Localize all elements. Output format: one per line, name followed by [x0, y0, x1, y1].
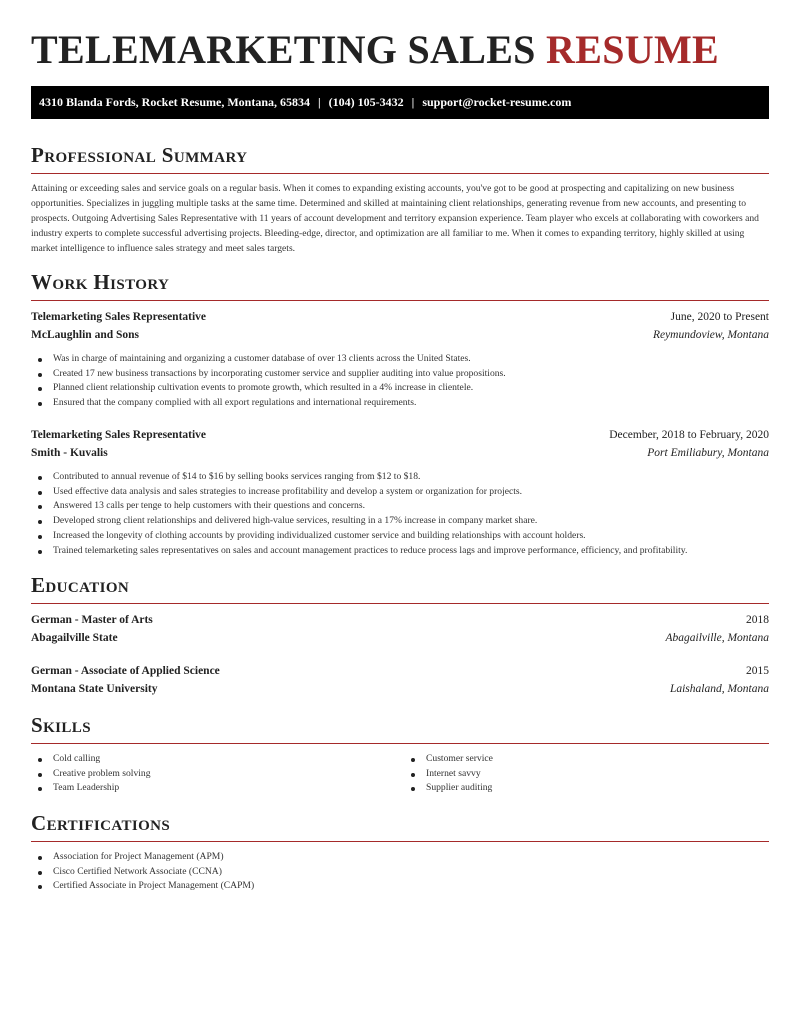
work-history-heading: Work History: [31, 269, 769, 301]
education-year: 2015: [746, 665, 769, 677]
job-subheader: [31, 327, 769, 344]
list-item: Contributed to annual revenue of $14 to $16 by selling books services ranging from $12 to $18.: [53, 470, 687, 485]
list-item: Answered 13 calls per tenge to help customers with their questions and concerns.: [53, 499, 687, 514]
job-location: Port Emiliabury, Montana: [647, 447, 769, 459]
contact-address: 4310 Blanda Fords, Rocket Resume, Montana, 65834: [39, 95, 311, 109]
contact-bar: [31, 86, 769, 119]
education-degree: German - Master of Arts: [31, 614, 153, 626]
job-company: McLaughlin and Sons: [31, 329, 140, 341]
list-item: Was in charge of maintaining and organizing a customer database of over 13 clients across the United States.: [53, 352, 506, 367]
job-title: Telemarketing Sales Representative: [31, 429, 207, 441]
title-accent: RESUME: [546, 27, 719, 72]
job-title: Telemarketing Sales Representative: [31, 311, 207, 323]
education-subheader: [31, 681, 769, 698]
job-dates: December, 2018 to February, 2020: [609, 429, 769, 441]
certification-item: Association for Project Management (APM): [53, 850, 254, 865]
list-item: Developed strong client relationships and delivered high-value services, resulting in a 17% increase in company market share.: [53, 514, 687, 529]
contact-phone[interactable]: (104) 105-3432: [328, 95, 404, 109]
list-item: Ensured that the company complied with all export regulations and international requirements.: [53, 396, 506, 411]
job-location: Reymundoview, Montana: [652, 329, 769, 341]
skills-heading: Skills: [31, 712, 769, 744]
resume-title: [31, 27, 719, 73]
skill-item: Creative problem solving: [53, 767, 151, 782]
job-dates: June, 2020 to Present: [670, 311, 769, 323]
education-school: Abagailville State: [31, 632, 118, 644]
title-main: TELEMARKETING SALES: [31, 27, 536, 72]
education-school: Montana State University: [31, 683, 158, 695]
education-heading: Education: [31, 572, 769, 604]
job-subheader: [31, 445, 769, 462]
certifications-heading: Certifications: [31, 810, 769, 842]
summary-text: Attaining or exceeding sales and service goals on a regular basis. When it comes to expanding existing accounts, you've got to be good at prospecting and capitalizing on new business opportunities. Specializes in juggling multiple tasks at the same time. Determined and skilled at maintaining client relationships, generating revenue from new accounts, and presenting to prospects. Outgoing Advertising Sales Representative with 11 years of account development and territory expansion experience. Team player who excels at collaborating with coworkers and industry experts to complete successful advertising projects. Bleeding-edge, director, and optimization are all familiar to me. When it comes to expanding territory, highly skilled at using market intelligence to influence sales strategy and meet sales targets.: [31, 183, 759, 254]
skill-item: Team Leadership: [53, 781, 151, 796]
list-item: Increased the longevity of clothing accounts by providing individualized customer service and building relationships with account holders.: [53, 529, 687, 544]
certification-item: Cisco Certified Network Associate (CCNA): [53, 865, 254, 880]
list-item: Planned client relationship cultivation events to promote growth, which resulted in a 4% increase in clientele.: [53, 381, 506, 396]
job-bullets: [31, 470, 687, 558]
education-year: 2018: [746, 614, 769, 626]
list-item: Trained telemarketing sales representatives on sales and account management practices to reduce process lags and improve performance, efficiency, and profitability.: [53, 544, 687, 559]
education-header: [31, 663, 769, 680]
skill-item: Internet savvy: [426, 767, 493, 782]
education-location: Abagailville, Montana: [665, 632, 769, 644]
certifications-list: [31, 850, 254, 894]
education-location: Laishaland, Montana: [669, 683, 769, 695]
skill-item: Supplier auditing: [426, 781, 493, 796]
list-item: Created 17 new business transactions by incorporating customer service and supplier auditing into value propositions.: [53, 367, 506, 382]
certification-item: Certified Associate in Project Management (CAPM): [53, 879, 254, 894]
summary-heading: Professional Summary: [31, 142, 769, 174]
job-bullets: [31, 352, 506, 411]
education-degree: German - Associate of Applied Science: [31, 665, 220, 677]
skill-item: Cold calling: [53, 752, 151, 767]
job-header: [31, 309, 769, 326]
job-header: [31, 427, 769, 444]
education-subheader: [31, 630, 769, 647]
contact-separator: |: [411, 95, 415, 109]
skill-item: Customer service: [426, 752, 493, 767]
skills-list-right: [404, 752, 493, 796]
job-company: Smith - Kuvalis: [31, 447, 108, 459]
contact-separator: |: [318, 95, 321, 109]
education-header: [31, 612, 769, 629]
skills-list-left: [31, 752, 151, 796]
contact-email[interactable]: support@rocket-resume.com: [422, 95, 572, 109]
list-item: Used effective data analysis and sales strategies to increase profitability and develop a system or organization for projects.: [53, 485, 687, 500]
